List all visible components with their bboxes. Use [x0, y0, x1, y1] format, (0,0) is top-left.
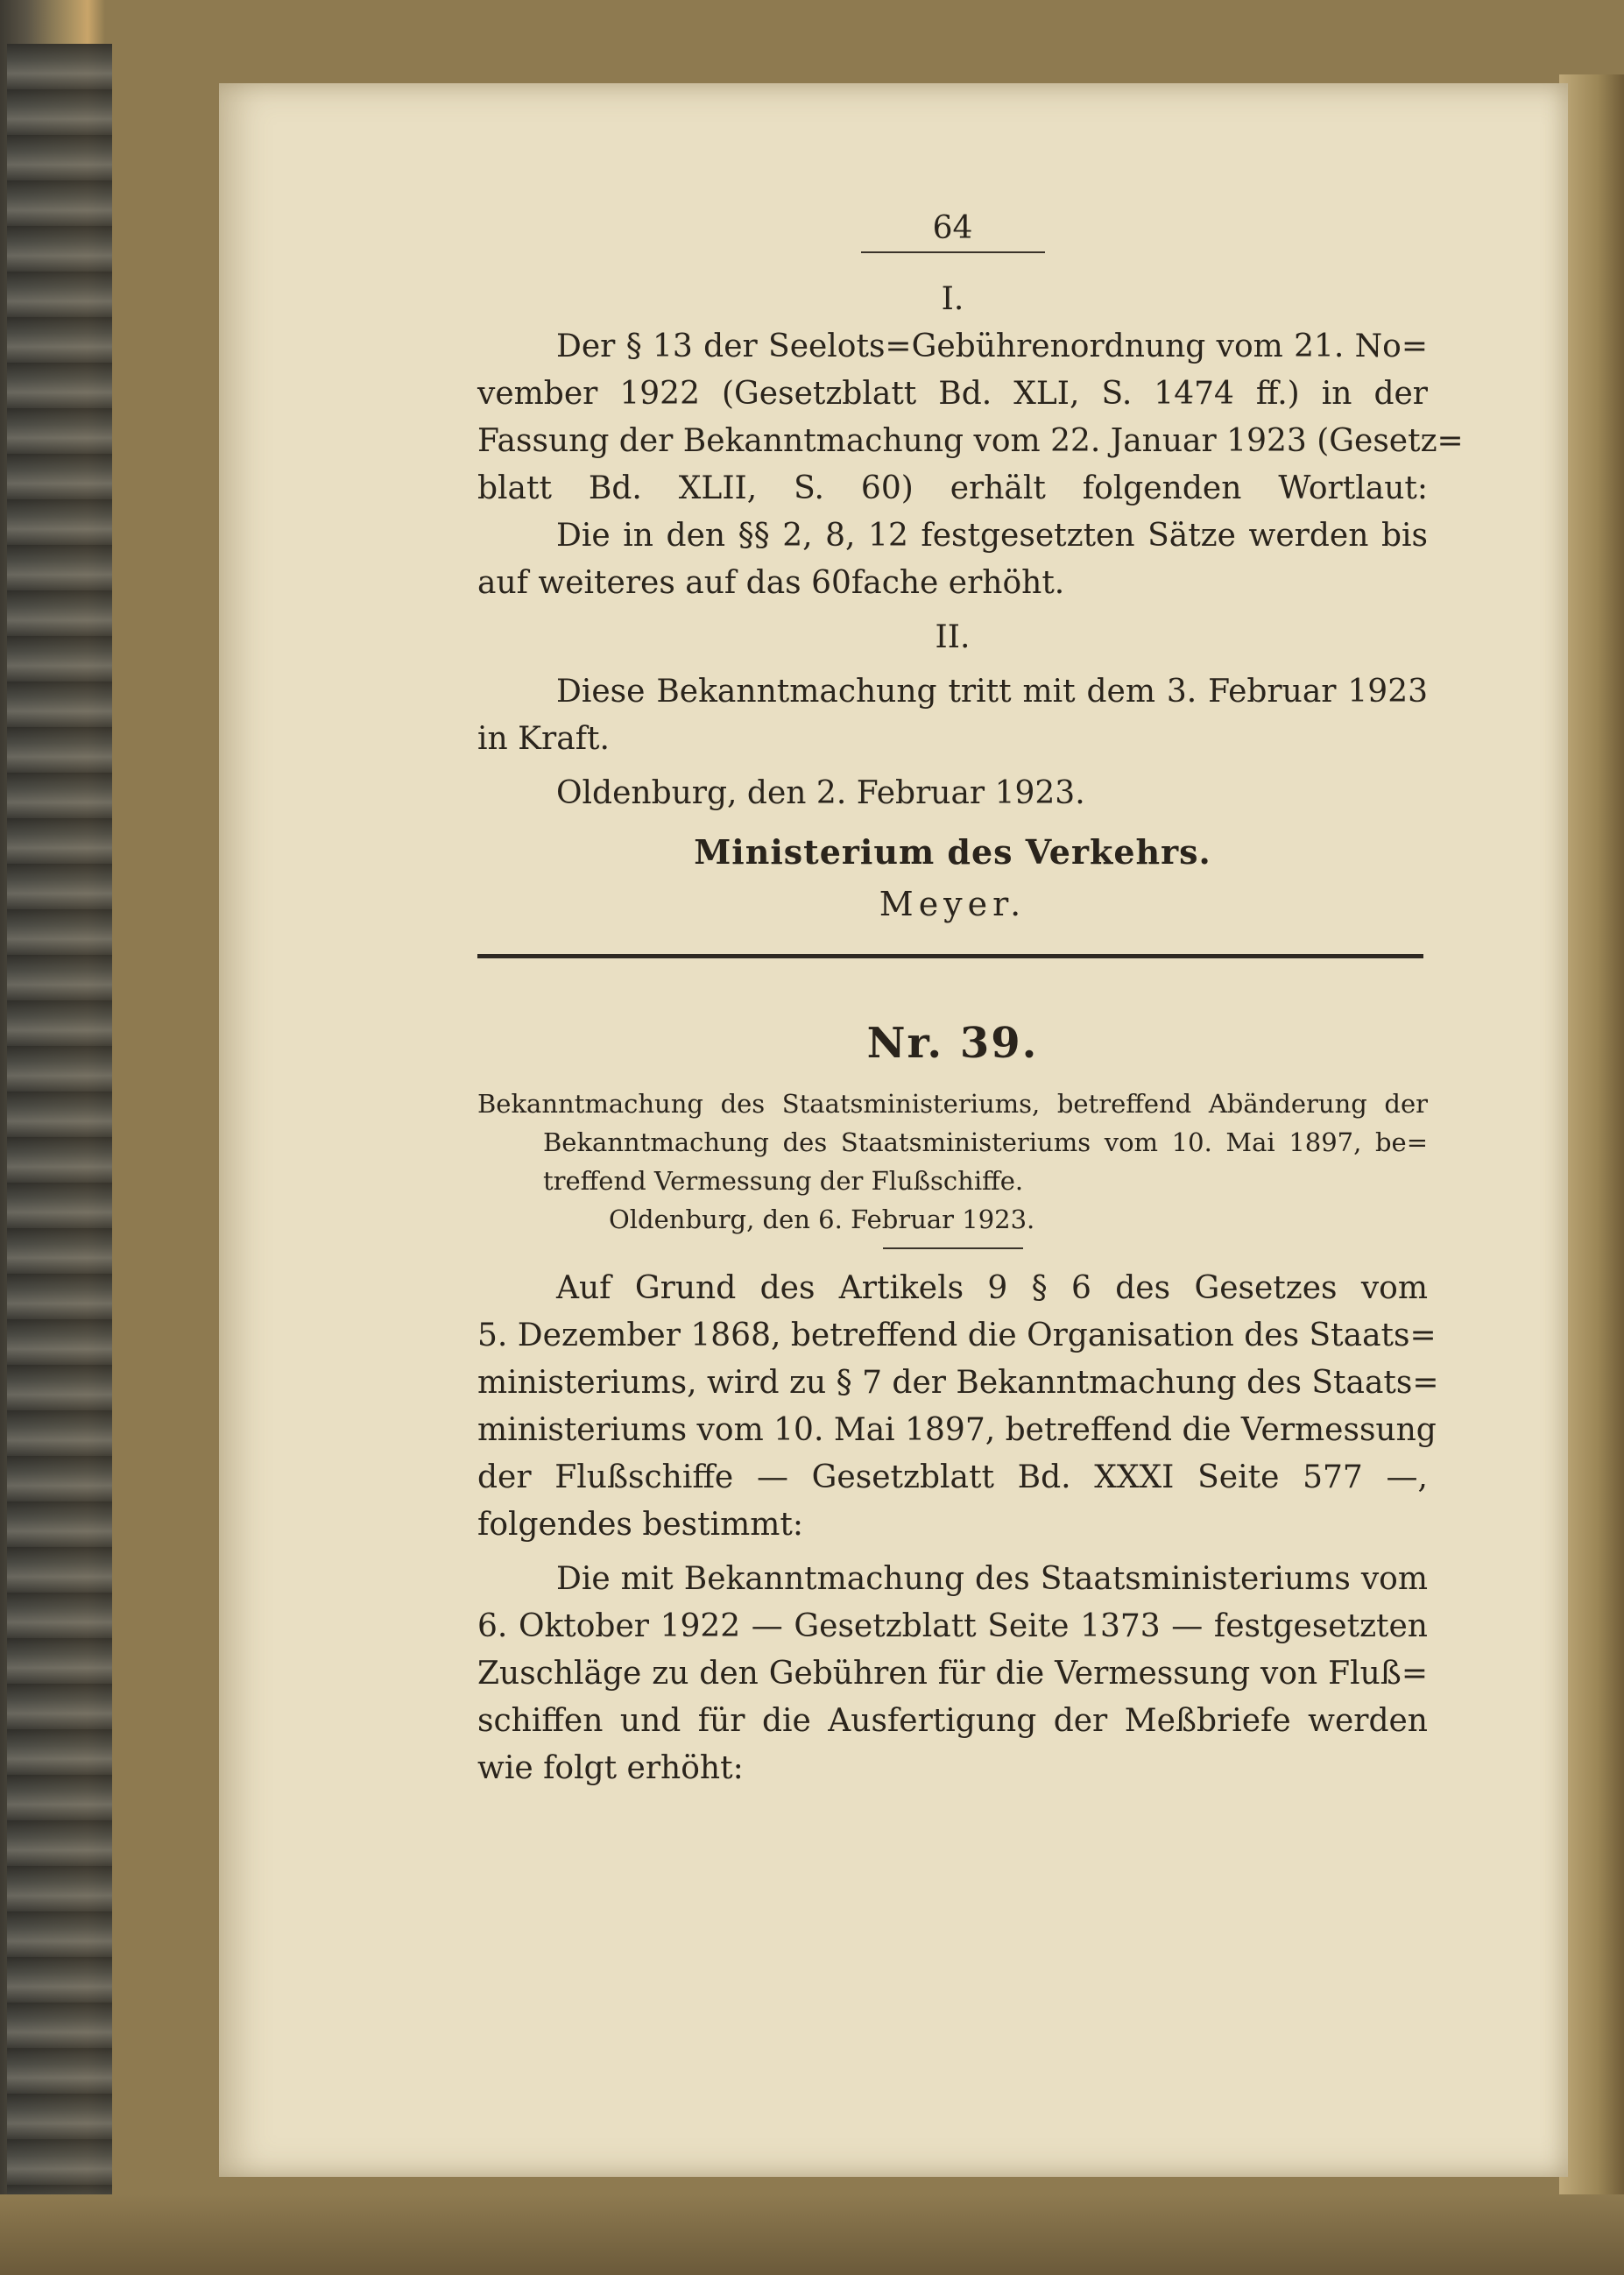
- text-line: ministeriums, wird zu § 7 der Bekanntmachung des Staats=: [477, 1365, 1439, 1401]
- text-line: Zuschläge zu den Gebühren für die Vermessung von Fluß=: [477, 1656, 1428, 1692]
- text-line: auf weiteres auf das 60fache erhöht.: [477, 565, 1065, 601]
- binding-right-edge: [1559, 74, 1624, 2194]
- text-line: blatt Bd. XLII, S. 60) erhält folgenden Wortlaut:: [477, 470, 1428, 506]
- text-line: Diese Bekanntmachung tritt mit dem 3. Februar 1923: [556, 674, 1428, 710]
- text-line: Der § 13 der Seelots=Gebührenordnung vom 21. No=: [556, 329, 1428, 364]
- text-line: 6. Oktober 1922 — Gesetzblatt Seite 1373 — festgesetzten: [477, 1608, 1428, 1644]
- text-line: Auf Grund des Artikels 9 § 6 des Gesetzes vom: [556, 1270, 1428, 1306]
- announcement-date: Oldenburg, den 6. Februar 1923.: [609, 1205, 1035, 1234]
- announcement-rule: [883, 1247, 1023, 1249]
- text-line: Fassung der Bekanntmachung vom 22. Januar 1923 (Gesetz=: [477, 423, 1464, 459]
- signer-name: Meyer.: [879, 885, 1027, 923]
- section-divider: [477, 954, 1423, 958]
- announcement-title-line: Bekanntmachung des Staatsministeriums, betreffend Abänderung der: [477, 1089, 1428, 1119]
- text-line: wie folgt erhöht:: [477, 1750, 744, 1786]
- announcement-title-line: treffend Vermessung der Flußschiffe.: [543, 1166, 1024, 1196]
- place-date: Oldenburg, den 2. Februar 1923.: [556, 775, 1085, 811]
- text-line: Die mit Bekanntmachung des Staatsministeriums vom: [556, 1561, 1428, 1597]
- announcement-number: Nr. 39.: [866, 1019, 1039, 1068]
- text-line: 5. Dezember 1868, betreffend die Organisation des Staats=: [477, 1318, 1437, 1353]
- text-line: folgendes bestimmt:: [477, 1507, 803, 1543]
- announcement-title-line: Bekanntmachung des Staatsministeriums vom 10. Mai 1897, be=: [543, 1127, 1428, 1157]
- section-heading-1: I.: [941, 281, 964, 317]
- scan-bottom-strip: [0, 2194, 1624, 2275]
- section-heading-2: II.: [935, 619, 971, 655]
- text-line: Die in den §§ 2, 8, 12 festgesetzten Sätze werden bis: [556, 518, 1428, 554]
- ministry-name: Ministerium des Verkehrs.: [694, 832, 1211, 872]
- text-line: der Flußschiffe — Gesetzblatt Bd. XXXI Seite 577 —,: [477, 1459, 1428, 1495]
- text-line: vember 1922 (Gesetzblatt Bd. XLI, S. 1474 ff.) in der: [477, 376, 1428, 412]
- text-line: in Kraft.: [477, 721, 610, 757]
- page-content: [477, 210, 1464, 1792]
- text-line: ministeriums vom 10. Mai 1897, betreffend die Vermessung: [477, 1412, 1437, 1448]
- page-number: 64: [932, 210, 973, 246]
- text-line: schiffen und für die Ausfertigung der Meßbriefe werden: [477, 1703, 1428, 1739]
